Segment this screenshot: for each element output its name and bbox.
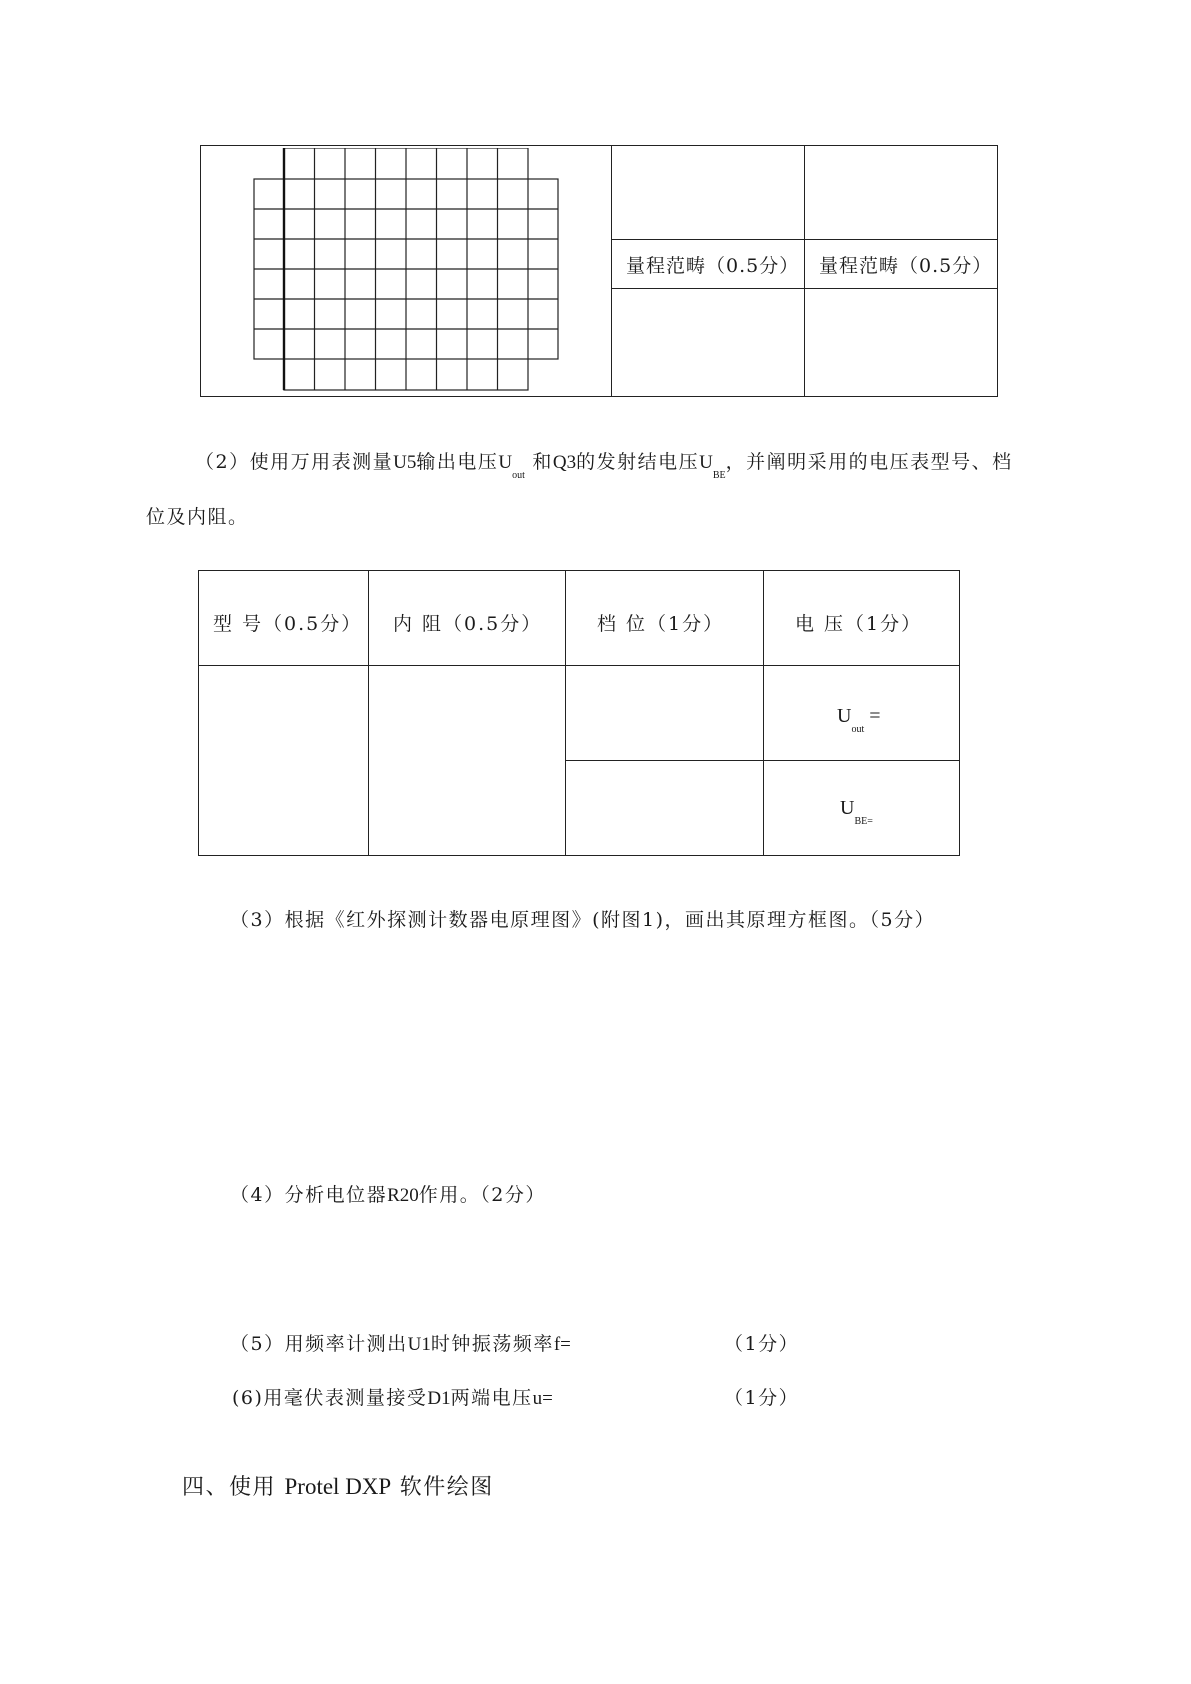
q5-text: 时钟振荡频率 xyxy=(430,1333,554,1355)
table-divider xyxy=(611,146,612,396)
question-6 xyxy=(232,1383,553,1410)
table-divider xyxy=(804,146,805,396)
ube-value xyxy=(840,797,873,827)
q2-text: 的发射结电压 xyxy=(576,451,700,473)
voltmeter-table xyxy=(198,570,960,856)
table-divider xyxy=(763,571,764,855)
q2-u: U xyxy=(699,452,713,473)
table-divider xyxy=(611,239,997,240)
q5-score: （1分） xyxy=(724,1333,800,1355)
table-divider xyxy=(199,665,959,666)
uout-subscript: out xyxy=(851,724,865,735)
q4-text: 作用。（2分） xyxy=(418,1184,546,1206)
oscilloscope-grid xyxy=(252,148,562,394)
ube-subscript: BE= xyxy=(854,816,873,827)
q2-out-subscript: out xyxy=(512,470,525,481)
question-2-line1 xyxy=(195,447,1013,481)
uout-value xyxy=(837,705,881,735)
question-4 xyxy=(230,1180,546,1207)
q2-text: 和 xyxy=(524,451,553,473)
q5-text: （5）用频率计测出 xyxy=(230,1333,408,1355)
q2-u: U xyxy=(498,452,513,473)
q2-q3: Q3 xyxy=(552,452,577,473)
q2-be-subscript: BE xyxy=(712,470,726,481)
q2-text: （2）使用万用表测量 xyxy=(195,451,394,473)
q6-text: (6)用毫伏表测量接受 xyxy=(232,1387,428,1409)
table-divider xyxy=(611,288,997,289)
q2-text: ，并阐明采用的电压表型号、档 xyxy=(725,451,1013,473)
table-divider xyxy=(565,760,959,761)
q5-u1: U1 xyxy=(407,1334,431,1355)
q4-r20: R20 xyxy=(387,1185,419,1206)
ube-u: U xyxy=(840,797,855,819)
section4-text: 四、使用 xyxy=(182,1475,285,1500)
q6-score: （1分） xyxy=(724,1387,800,1409)
range-label-right: 量程范畴（0.5分） xyxy=(819,255,993,277)
uout-equals: = xyxy=(864,705,881,727)
q2-text: 输出电压 xyxy=(416,451,499,473)
q2-u5: U5 xyxy=(393,452,417,473)
section4-software: Protel DXP xyxy=(284,1474,392,1499)
question-5 xyxy=(230,1329,571,1356)
q5-f: f= xyxy=(553,1334,571,1355)
q6-u: u= xyxy=(532,1388,553,1409)
header-voltage: 电 压（1分） xyxy=(795,613,923,635)
header-range: 档 位（1分） xyxy=(597,613,725,635)
range-label-left: 量程范畴（0.5分） xyxy=(626,255,800,277)
table-divider xyxy=(368,571,369,855)
q6-d1: D1 xyxy=(427,1388,451,1409)
uout-u: U xyxy=(837,705,852,727)
section4-text: 软件绘图 xyxy=(391,1475,494,1500)
question-2-line2: 位及内阻。 xyxy=(146,506,249,528)
section-4-heading xyxy=(182,1470,494,1501)
table-divider xyxy=(565,571,566,855)
question-3: （3）根据《红外探测计数器电原理图》(附图1)，画出其原理方框图。（5分） xyxy=(230,909,936,931)
header-model: 型 号（0.5分） xyxy=(213,613,363,635)
q4-text: （4）分析电位器 xyxy=(230,1184,388,1206)
q6-text: 两端电压 xyxy=(450,1387,533,1409)
header-resistance: 内 阻（0.5分） xyxy=(393,613,543,635)
